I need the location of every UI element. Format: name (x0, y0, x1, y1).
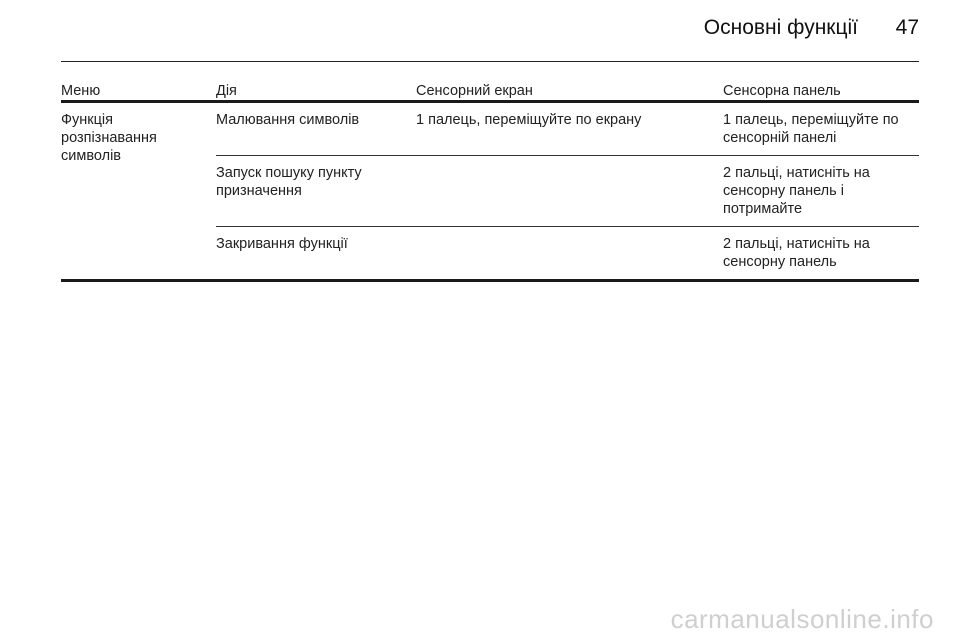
touch-screen-cell (416, 227, 723, 281)
action-cell (216, 102, 416, 156)
touch-pad-cell (723, 227, 919, 281)
touch-pad-cell (723, 102, 919, 156)
touch-pad-text: 2 пальці, натисніть на сенсорну панель і потримайте (723, 165, 870, 217)
action-text: Запуск пошуку пункту призначення (216, 165, 362, 199)
touch-pad-text: 2 пальці, натисніть на сенсорну панель (723, 236, 870, 270)
touch-screen-text: 1 палець, переміщуйте по екрану (416, 112, 642, 128)
page-title: Основні функції (703, 16, 858, 39)
watermark-text: carmanualsonline.info (670, 604, 934, 634)
menu-cell (61, 102, 216, 281)
menu-cell-text: Функція розпізнавання символів (61, 112, 157, 164)
page-number: 47 (895, 16, 919, 39)
column-header-touch-screen: Сенсорний екран (416, 82, 723, 102)
action-cell (216, 227, 416, 281)
table-row (61, 102, 919, 156)
gesture-table (61, 82, 919, 282)
table-header-row (61, 82, 919, 102)
page-header (0, 0, 960, 62)
touch-pad-cell (723, 156, 919, 227)
column-header-menu: Меню (61, 82, 216, 102)
column-header-touch-pad: Сенсорна панель (723, 82, 919, 102)
action-text: Малювання символів (216, 112, 360, 128)
header-divider (61, 61, 919, 62)
touch-screen-cell (416, 156, 723, 227)
touch-screen-cell (416, 102, 723, 156)
action-text: Закривання функції (216, 236, 348, 252)
touch-pad-text: 1 палець, переміщуйте по сенсорній панелі (723, 112, 899, 146)
action-cell (216, 156, 416, 227)
column-header-action: Дія (216, 82, 416, 102)
